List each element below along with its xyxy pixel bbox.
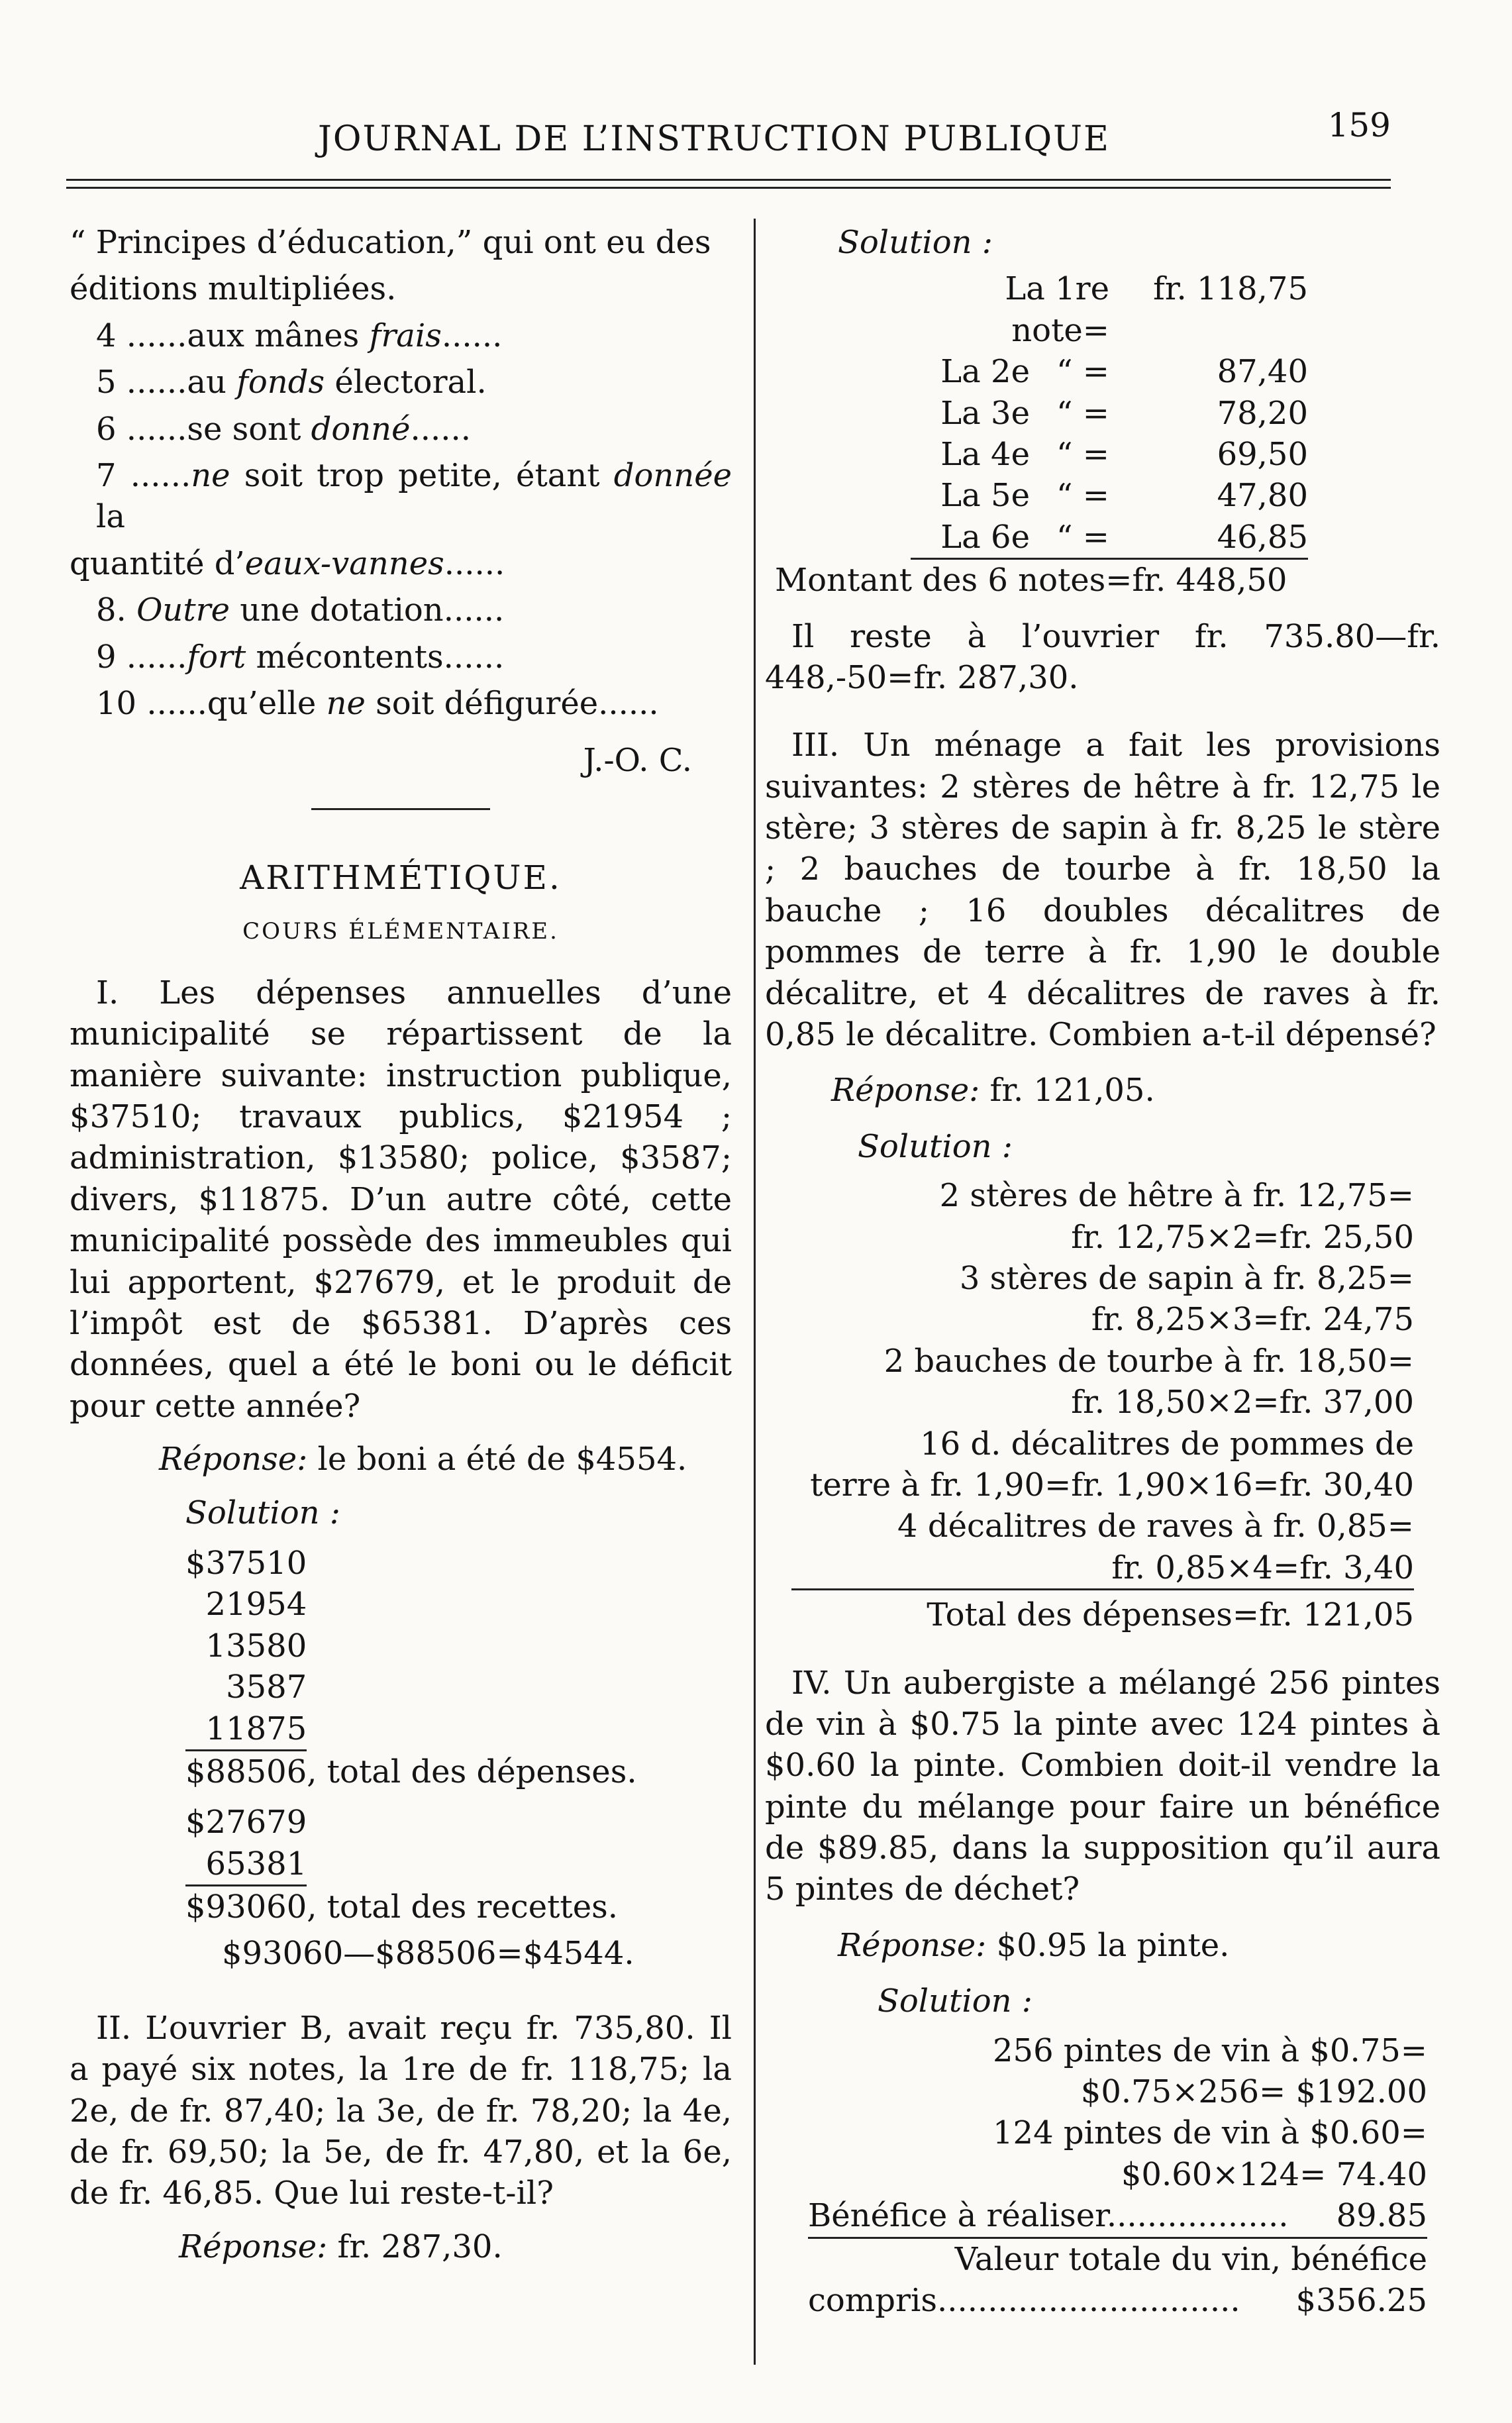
answer-2: Réponse: fr. 287,30.	[179, 2228, 503, 2265]
problem-1: I. Les dépenses annuelles d’une municipalité se répartissent de la manière suivante: instruction publique, $37510; travaux publics, $21954 ; administration, $13580; police, $3587; divers, $11875. D’un autre côté, cette municipalité possède des immeubles qui lui apportent, $27679, et le produit de l’impôt est de $65381. D’après ces données, quel a été le boni ou le déficit pour cette année?	[70, 974, 732, 1425]
expenses-column	[185, 1543, 732, 1751]
solution-label: Solution :	[878, 1983, 1033, 2020]
answer-3: Réponse: fr. 121,05.	[831, 1072, 1155, 1109]
list-item: 5 ......au fonds électoral.	[96, 364, 487, 401]
note-row: La 3e “ = 78,20	[940, 394, 1308, 432]
calc-step: 2 stères de hêtre à fr. 12,75= fr. 12,75×2=fr. 25,50	[939, 1177, 1414, 1256]
total-value-line1: Valeur totale du vin, bénéfice	[954, 2240, 1427, 2278]
signature: J.-O. C.	[583, 742, 692, 780]
list-item: 9 ......fort mécontents......	[96, 638, 505, 676]
header-rule-double	[66, 187, 1391, 189]
difference: $93060—$88506=$4544.	[222, 1935, 634, 1973]
solution-label: Solution :	[858, 1127, 1013, 1165]
expense-value: 21954	[205, 1586, 307, 1624]
problem-3: III. Un ménage a fait les provisions suivantes: 2 stères de hêtre à fr. 12,75 le stère; 3 stères de sapin à fr. 8,25 le stère ; 2 bauches de tourbe à fr. 18,50 la bauche ; 16 doubles décalitres de pommes de terre à fr. 1,90 le double décalitre, et 4 décalitres de raves à fr. 0,85 le décalitre. Combien a-t-il dépensé?	[765, 727, 1440, 1054]
list-item-continuation: quantité d’eaux-vannes......	[70, 544, 505, 582]
section-subtitle: COURS ÉLÉMENTAIRE.	[242, 917, 559, 945]
list-item: 7 ......ne soit trop petite, étant donnée la	[96, 456, 732, 536]
receipts-column	[185, 1802, 732, 1886]
problem-4: IV. Un aubergiste a mélangé 256 pintes de vin à $0.75 la pinte avec 124 pintes à $0.60 la pinte. Combien doit-il vendre la pinte du mélange pour faire un bénéfice de $89.85, dans la supposition qu’il aura 5 pintes de déchet?	[765, 1664, 1440, 1908]
answer-list	[70, 315, 732, 725]
answer-1: Réponse: le boni a été de $4554.	[159, 1441, 687, 1478]
left-column	[70, 222, 732, 2273]
section-divider	[311, 808, 490, 810]
expenses-total: $88506, total des dépenses.	[185, 1753, 637, 1790]
expense-value: 13580	[205, 1627, 307, 1665]
page-number: 159	[1327, 106, 1391, 144]
notes-total: Montant des 6 notes=fr. 448,50	[775, 562, 1287, 599]
solution-label: Solution :	[185, 1494, 340, 1531]
remaining: Il reste à l’ouvrier fr. 735.80—fr. 448,-50=fr. 287,30.	[765, 617, 1440, 696]
notes-table	[911, 268, 1308, 560]
calc-step: 2 bauches de tourbe à fr. 18,50= fr. 18,50×2=fr. 37,00	[883, 1342, 1414, 1421]
expense-value: 3587	[226, 1669, 307, 1706]
note-row: La 4e “ = 69,50	[940, 435, 1308, 473]
receipts-total: $93060, total des recettes.	[185, 1888, 618, 1926]
problem-2: II. L’ouvrier B, avait reçu fr. 735,80. Il a payé six notes, la 1re de fr. 118,75; la 2e, de fr. 87,40; la 3e, de fr. 78,20; la 4e, de fr. 69,50; la 5e, de fr. 47,80, et la 6e, de fr. 46,85. Que lui reste-t-il?	[70, 2009, 732, 2212]
list-item: 4 ......aux mânes frais......	[96, 317, 503, 354]
calc-step: 4 décalitres de raves à fr. 0,85= fr. 0,85×4=fr. 3,40	[791, 1506, 1414, 1590]
note-row: La 1re note= fr. 118,75	[1005, 270, 1308, 349]
note-row: La 6e “ = 46,85	[911, 517, 1308, 560]
calc-4	[808, 2030, 1427, 2322]
header-rule	[66, 179, 1391, 181]
column-divider	[754, 219, 756, 2365]
total-value-row: compris.............................. $356.25	[808, 2281, 1427, 2319]
note-row: La 5e “ = 47,80	[940, 477, 1308, 515]
receipt-value: $27679	[185, 1804, 307, 1841]
answer-4: Réponse: $0.95 la pinte.	[838, 1926, 1230, 1964]
note-row: La 2e “ = 87,40	[940, 353, 1308, 391]
journal-title: JOURNAL DE L’INSTRUCTION PUBLIQUE	[318, 119, 1110, 159]
calc-step: 256 pintes de vin à $0.75= $0.75×256= $192.00	[993, 2032, 1427, 2111]
receipt-value: 65381	[185, 1843, 307, 1886]
expense-value: 11875	[185, 1708, 307, 1751]
total-3: Total des dépenses=fr. 121,05	[927, 1596, 1414, 1634]
calc-step: 16 d. décalitres de pommes de terre à fr. 1,90=fr. 1,90×16=fr. 30,40	[810, 1425, 1414, 1504]
intro-line-2: éditions multipliées.	[70, 270, 397, 308]
calc-step: 124 pintes de vin à $0.60= $0.60×124= 74.40	[993, 2114, 1427, 2193]
profit-row: Bénéfice à réaliser.................. 89.85	[808, 2195, 1427, 2238]
expense-value: $37510	[185, 1544, 307, 1582]
intro-line-1: “ Principes d’éducation,” qui ont eu des	[70, 224, 711, 261]
right-column	[765, 222, 1440, 2321]
section-title: ARITHMÉTIQUE.	[240, 858, 562, 897]
calc-step: 3 stères de sapin à fr. 8,25= fr. 8,25×3=fr. 24,75	[959, 1259, 1414, 1339]
list-item: 6 ......se sont donné......	[96, 410, 472, 448]
calc-3	[791, 1175, 1414, 1635]
list-item: 8. Outre une dotation......	[96, 592, 505, 629]
page-header	[66, 99, 1391, 172]
list-item: 10 ......qu’elle ne soit défigurée......	[96, 684, 659, 722]
solution-label: Solution :	[838, 224, 993, 261]
